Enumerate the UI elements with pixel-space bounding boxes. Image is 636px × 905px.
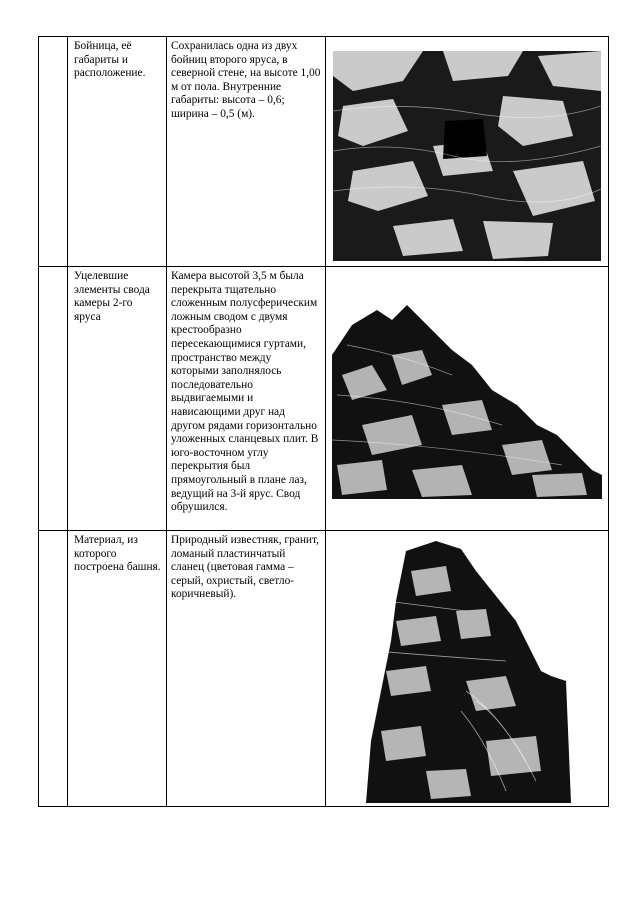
table-row bbox=[39, 531, 609, 807]
vault-photo bbox=[332, 295, 602, 499]
description-table bbox=[38, 36, 609, 807]
photo-cell bbox=[326, 267, 609, 531]
row-description: Природный известняк, гранит, ломаный пластинчатый сланец (цветовая гамма – серый, охристый, светло-коричневый). bbox=[171, 534, 319, 601]
embrasure-photo bbox=[333, 51, 601, 261]
masonry-photo bbox=[366, 541, 576, 803]
row-name: Материал, из которого построена башня. bbox=[74, 534, 161, 574]
number-cell bbox=[39, 531, 68, 807]
name-cell bbox=[68, 267, 167, 531]
name-cell bbox=[68, 531, 167, 807]
row-description: Камера высотой 3,5 м была перекрыта тщательно сложенным полусферическим ложным сводом с двумя крестообразно пересекающимися гуртами, пространство между которыми заполнялось последовательно выдвигаемыми и нависающими друг над другом рядами горизонтально уложенных сланцевых плит. В юго-восточном углу перекрытия был прямоугольный в плане лаз, ведущий на 3-й ярус. Свод обрушился. bbox=[171, 270, 319, 514]
description-cell bbox=[167, 267, 326, 531]
name-cell bbox=[68, 37, 167, 267]
table-row bbox=[39, 37, 609, 267]
row-description: Сохранилась одна из двух бойниц второго яруса, в северной стене, на высоте 1,00 м от пола. Внутренние габариты: высота – 0,6; ширина – 0,5 (м). bbox=[171, 40, 321, 120]
row-name: Бойница, её габариты и расположение. bbox=[74, 40, 146, 80]
photo-cell bbox=[326, 37, 609, 267]
photo-cell bbox=[326, 531, 609, 807]
number-cell bbox=[39, 37, 68, 267]
description-cell bbox=[167, 37, 326, 267]
number-cell bbox=[39, 267, 68, 531]
description-cell bbox=[167, 531, 326, 807]
row-name: Уцелевшие элементы свода камеры 2-го яруса bbox=[74, 270, 150, 323]
table-row bbox=[39, 267, 609, 531]
